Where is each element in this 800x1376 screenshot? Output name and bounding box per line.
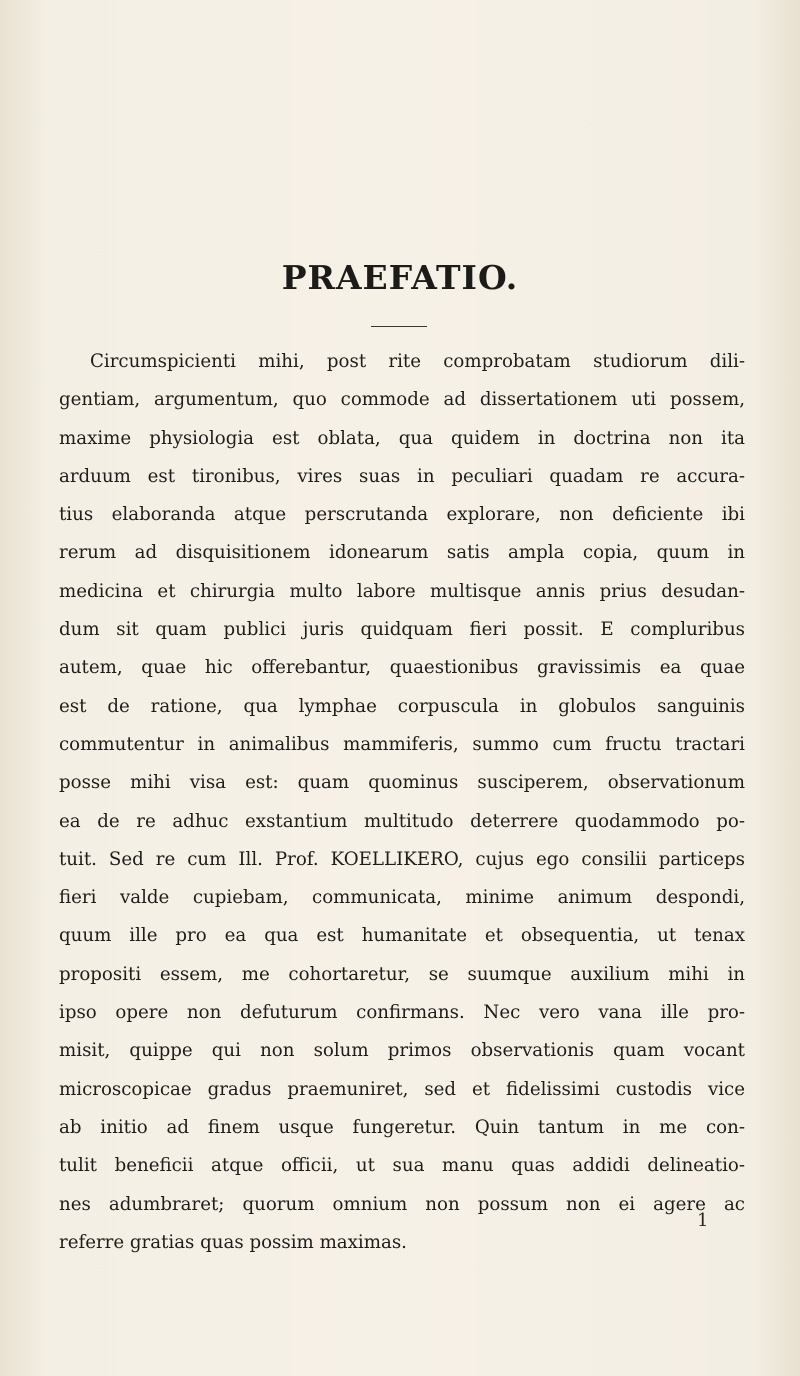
text-line: autem, quae hic offerebantur, quaestionibus gravissimis ea quae: [59, 657, 745, 679]
text-line: medicina et chirurgia multo labore multisque annis prius desudan-: [59, 580, 745, 602]
text-line: nes adumbraret; quorum omnium non possum non ei agere ac: [59, 1193, 745, 1215]
text-line: fieri valde cupiebam, communicata, minime animum despondi,: [59, 887, 745, 909]
text-line: tius elaboranda atque perscrutanda explorare, non deficiente ibi: [59, 504, 745, 526]
text-line: dum sit quam publici juris quidquam fieri possit. E compluribus: [59, 619, 745, 641]
page-title: PRAEFATIO.: [281, 258, 519, 297]
text-line: referre gratias quas possim maximas.: [59, 1231, 407, 1253]
text-line: ab initio ad finem usque fungeretur. Quin tantum in me con-: [59, 1116, 745, 1138]
text-line: Circumspicienti mihi, post rite comprobatam studiorum dili-: [90, 351, 745, 372]
text-line: est de ratione, qua lymphae corpuscula in globulos sanguinis: [59, 695, 745, 717]
preface-body: [59, 343, 745, 1262]
text-line: commutentur in animalibus mammiferis, summo cum fructu tractari: [59, 733, 745, 755]
text-line: gentiam, argumentum, quo commode ad dissertationem uti possem,: [59, 389, 745, 411]
text-line: tuit. Sed re cum Ill. Prof. KOELLIKERO, cujus ego consilii particeps: [59, 848, 745, 870]
text-line: quum ille pro ea qua est humanitate et obsequentia, ut tenax: [59, 925, 745, 947]
text-line: arduum est tironibus, vires suas in peculiari quadam re accura-: [59, 465, 745, 487]
page-number: 1: [697, 1210, 709, 1231]
text-line: ea de re adhuc exstantium multitudo deterrere quodammodo po-: [59, 810, 745, 832]
text-line: propositi essem, me cohortaretur, se suumque auxilium mihi in: [59, 963, 745, 985]
text-line: maxime physiologia est oblata, qua quidem in doctrina non ita: [59, 427, 745, 449]
text-line: microscopicae gradus praemuniret, sed et fidelissimi custodis vice: [59, 1078, 745, 1100]
text-line: posse mihi visa est: quam quominus susciperem, observationum: [59, 772, 745, 794]
text-line: misit, quippe qui non solum primos observationis quam vocant: [59, 1040, 745, 1062]
text-line: rerum ad disquisitionem idonearum satis ampla copia, quum in: [59, 542, 745, 564]
title-divider: [371, 326, 427, 327]
text-line: ipso opere non defuturum confirmans. Nec vero vana ille pro-: [59, 1002, 745, 1024]
text-line: tulit beneficii atque officii, ut sua manu quas addidi delineatio-: [59, 1155, 745, 1177]
